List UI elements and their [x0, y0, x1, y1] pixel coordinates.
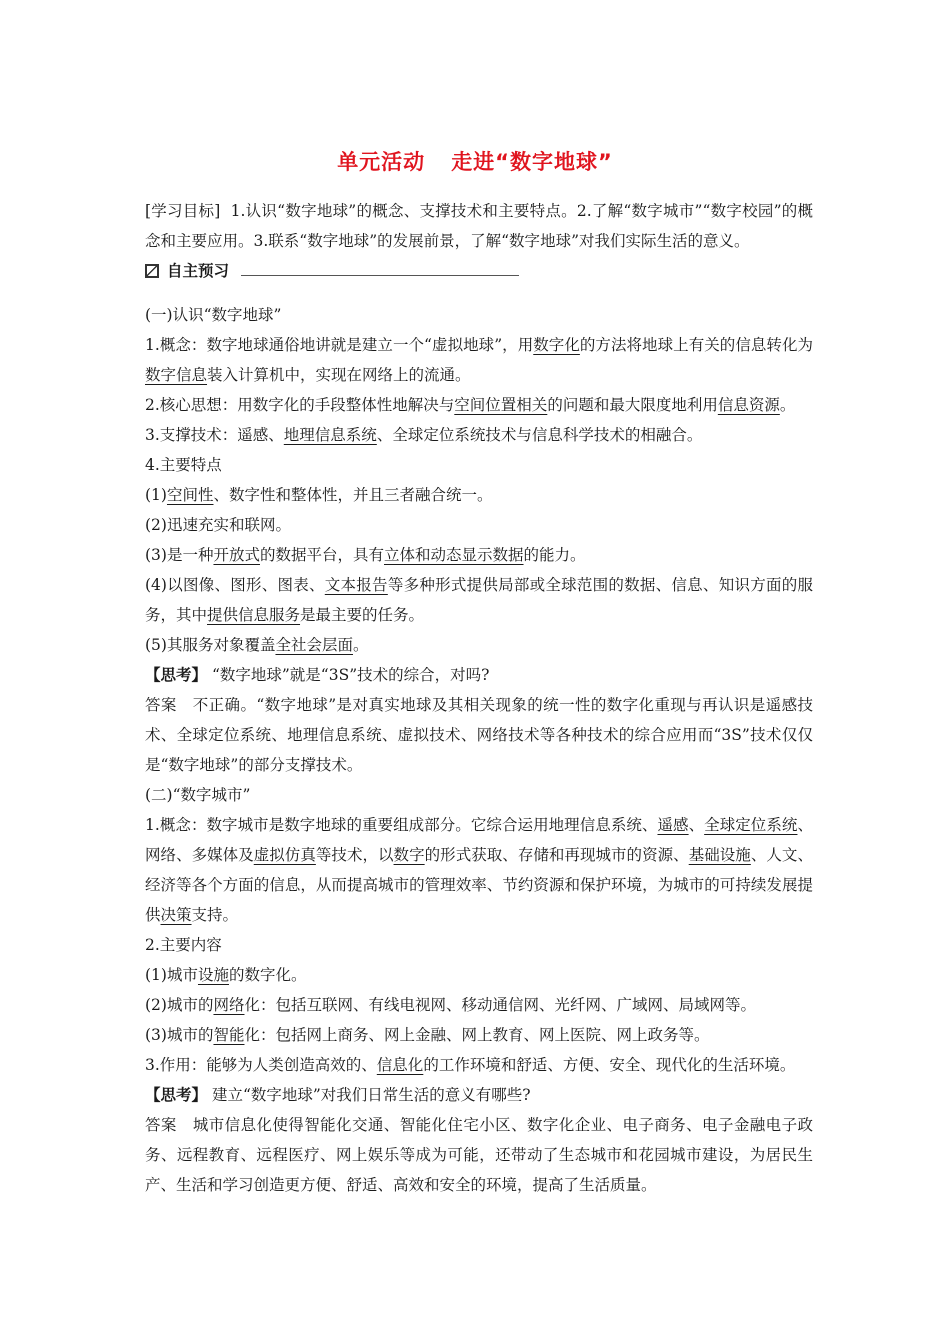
underlined-term: 数字信息 — [145, 366, 208, 384]
text: 装入计算机中，实现在网络上的流通。 — [207, 366, 471, 384]
text: (5)其服务对象覆盖 — [145, 636, 276, 654]
s1-feature-1 — [145, 480, 813, 510]
answer-label: 答案 — [145, 1116, 177, 1134]
text: 2.核心思想：用数字化的手段整体性地解决与 — [145, 396, 455, 414]
s1-heading: (一)认识“数字地球” — [145, 306, 282, 324]
text: 等多种形式提供局部或全球范围的数据、信息、知识方面的服务，其中 — [145, 576, 813, 624]
s2-content-3 — [145, 1020, 813, 1050]
section-title: 自主预习 — [167, 262, 230, 280]
section-header — [145, 256, 813, 286]
underlined-term: 空间位置相关 — [454, 396, 548, 414]
text: 的形式获取、存储和再现城市的资源、 — [424, 846, 689, 864]
text: 是最主要的任务。 — [300, 606, 425, 624]
text: 3.支撑技术：遥感、 — [145, 426, 284, 444]
text: 等技术，以 — [315, 846, 394, 864]
text: (1) — [145, 486, 167, 504]
underlined-term: 数字化 — [533, 336, 580, 354]
document-body — [145, 196, 813, 1200]
text: 、数字性和整体性，并且三者融合统一。 — [213, 486, 493, 504]
s2-role — [145, 1050, 813, 1080]
text: (1)城市 — [145, 966, 198, 984]
s1-answer — [145, 690, 813, 780]
text: 的能力。 — [523, 546, 586, 564]
text: 、全球定位系统技术与信息科学技术的相融合。 — [376, 426, 703, 444]
page-title — [0, 146, 950, 176]
think-label: 【思考】 — [145, 666, 208, 684]
think-question: “数字地球”就是“3S”技术的综合，对吗? — [211, 666, 490, 684]
text: 的方法将地球上有关的信息转化为 — [579, 336, 813, 354]
underlined-term: 全球定位系统 — [704, 816, 798, 834]
underlined-term: 信息化 — [376, 1056, 424, 1074]
answer-label: 答案 — [145, 696, 177, 714]
s2-content-1 — [145, 960, 813, 990]
text: 3.作用：能够为人类创造高效的、 — [145, 1056, 377, 1074]
underlined-term: 文本报告 — [324, 576, 388, 594]
title-part2: 走进“数字地球” — [451, 150, 613, 174]
answer-text: 城市信息化使得智能化交通、智能化住宅小区、数字化企业、电子商务、电子金融电子政务、远程教育、远程医疗、网上娱乐等成为可能，还带动了生态城市和花园城市建设，为居民生产、生活和学习创造更方便、舒适、高效和安全的环境，提高了生活质量。 — [145, 1116, 813, 1194]
goals-text: 1.认识“数字地球”的概念、支撑技术和主要特点。2.了解“数字城市”“数字校园”的概念和主要应用。3.联系“数字地球”的发展前景，了解“数字地球”对我们实际生活的意义。 — [145, 202, 813, 250]
text: 支持。 — [191, 906, 239, 924]
text: (4)以图像、图形、图表、 — [145, 576, 325, 594]
text: 1.概念：数字城市是数字地球的重要组成部分。它综合运用地理信息系统、 — [145, 816, 658, 834]
think-question: 建立“数字地球”对我们日常生活的意义有哪些? — [211, 1086, 531, 1104]
text: 。 — [352, 636, 369, 654]
underlined-term: 地理信息系统 — [283, 426, 377, 444]
text: 、 — [688, 816, 705, 834]
underlined-term: 网络 — [213, 996, 245, 1014]
underlined-term: 空间性 — [166, 486, 214, 504]
goals-label: [学习目标] — [145, 202, 221, 220]
s1-core — [145, 390, 813, 420]
answer-text: 不正确。“数字地球”是对真实地球及其相关现象的统一性的数字化重现与再认识是遥感技术、全球定位系统、地理信息系统、虚拟技术、网络技术等各种技术的综合应用而“3S”技术仅仅是“数字地球”的部分支撑技术。 — [145, 696, 813, 774]
text: (2)城市的 — [145, 996, 214, 1014]
text: 的数字化。 — [228, 966, 307, 984]
title-part1: 单元活动 — [337, 150, 426, 174]
s1-feature-5 — [145, 630, 813, 660]
text: 的问题和最大限度地利用 — [547, 396, 718, 414]
s1-feature-2: (2)迅速充实和联网。 — [145, 516, 291, 534]
underlined-term: 立体和动态显示数据 — [384, 546, 524, 564]
text: 化：包括网上商务、网上金融、网上教育、网上医院、网上政务等。 — [244, 1026, 710, 1044]
underlined-term: 全社会层面 — [275, 636, 353, 654]
s2-concept — [145, 810, 813, 930]
text: 。 — [779, 396, 796, 414]
think-label: 【思考】 — [145, 1086, 208, 1104]
underlined-term: 基础设施 — [688, 846, 751, 864]
s2-think — [145, 1080, 813, 1110]
text: 、网络、多媒体及 — [145, 816, 813, 864]
s1-feature-3 — [145, 540, 813, 570]
s1-feature-4 — [145, 570, 813, 630]
s2-content-2 — [145, 990, 813, 1020]
underlined-term: 遥感 — [657, 816, 689, 834]
underlined-term: 虚拟仿真 — [253, 846, 316, 864]
underlined-term: 提供信息服务 — [207, 606, 301, 624]
s2-content-heading: 2.主要内容 — [145, 936, 222, 954]
text: 的工作环境和舒适、方便、安全、现代化的生活环境。 — [423, 1056, 796, 1074]
text: 1.概念：数字地球通俗地讲就是建立一个“虚拟地球”，用 — [145, 336, 534, 354]
underlined-term: 智能 — [213, 1026, 245, 1044]
s1-features-heading: 4.主要特点 — [145, 456, 222, 474]
s2-heading: (二)“数字城市” — [145, 786, 251, 804]
s2-answer — [145, 1110, 813, 1200]
s1-tech — [145, 420, 813, 450]
underlined-term: 设施 — [197, 966, 229, 984]
text: 的数据平台，具有 — [259, 546, 384, 564]
section-marker-icon — [145, 264, 159, 278]
learning-goals — [145, 196, 813, 256]
section-rule — [241, 275, 519, 276]
underlined-term: 决策 — [160, 906, 192, 924]
s1-concept — [145, 330, 813, 390]
underlined-term: 数字 — [393, 846, 425, 864]
text: (3)是一种 — [145, 546, 214, 564]
underlined-term: 开放式 — [213, 546, 260, 564]
text: (3)城市的 — [145, 1026, 214, 1044]
s1-think — [145, 660, 813, 690]
text: 、人文、经济等各个方面的信息，从而提高城市的管理效率、节约资源和保护环境，为城市的可持续发展提供 — [145, 846, 813, 924]
underlined-term: 信息资源 — [717, 396, 780, 414]
text: 化：包括互联网、有线电视网、移动通信网、光纤网、广域网、局域网等。 — [244, 996, 756, 1014]
